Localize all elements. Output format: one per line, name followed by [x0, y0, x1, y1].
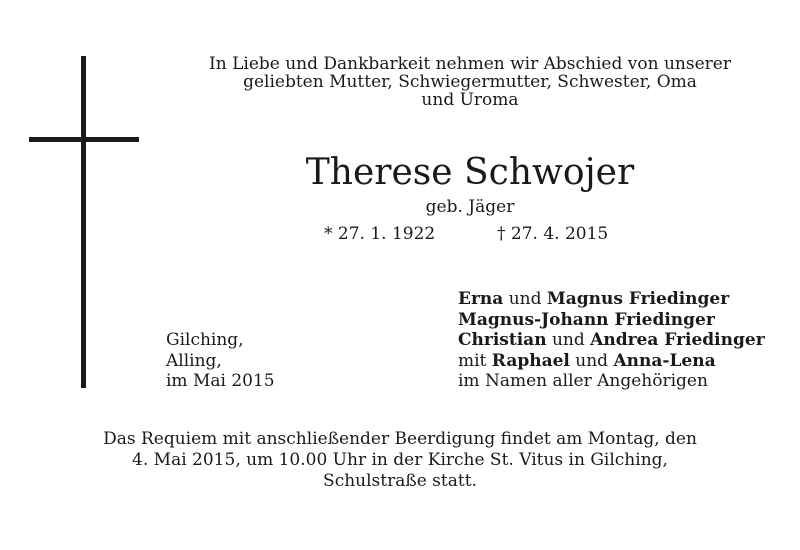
cross-vertical-bar	[81, 56, 86, 388]
mourner-line	[458, 289, 765, 310]
mourner-name: Christian	[458, 330, 547, 350]
death-date: † 27. 4. 2015	[497, 224, 609, 244]
intro-line: In Liebe und Dankbarkeit nehmen wir Abschied von unserer	[209, 54, 731, 74]
mourner-name: Andrea Friedinger	[590, 330, 765, 350]
place-line: Gilching,	[166, 330, 244, 350]
mourner-line	[458, 330, 765, 351]
place-and-date	[166, 330, 275, 392]
mourner-line	[458, 310, 765, 331]
place-line: Alling,	[166, 350, 222, 371]
deceased-name: Therese Schwojer	[305, 152, 635, 193]
mourner-line: im Namen aller Angehörigen	[458, 371, 708, 391]
cross-horizontal-bar	[29, 137, 139, 142]
mourners-list	[458, 289, 765, 392]
mourner-name: Erna	[458, 289, 504, 309]
maiden-name: geb. Jäger	[425, 197, 515, 217]
service-line: 4. Mai 2015, um 10.00 Uhr in der Kirche St. Vitus in Gilching,	[132, 450, 668, 470]
intro-line: geliebten Mutter, Schwiegermutter, Schwester, Oma	[243, 72, 697, 92]
mourner-name: Magnus Friedinger	[546, 289, 730, 309]
place-line: im Mai 2015	[166, 371, 275, 391]
mourner-name: Raphael	[491, 350, 570, 371]
service-details	[60, 429, 740, 492]
service-line: Schulstraße statt.	[323, 471, 477, 491]
connector-text: und	[569, 350, 614, 371]
mourner-name: Magnus-Johann Friedinger	[458, 309, 715, 330]
connector-text: mit	[458, 350, 492, 371]
mourner-name: Anna-Lena	[613, 350, 716, 371]
birth-date: * 27. 1. 1922	[324, 224, 436, 244]
intro-text	[170, 55, 770, 109]
connector-text: und	[503, 289, 547, 309]
mourner-line	[458, 351, 765, 372]
intro-line: und Uroma	[421, 90, 519, 110]
service-line: Das Requiem mit anschließender Beerdigung findet am Montag, den	[103, 429, 697, 449]
connector-text: und	[546, 330, 591, 350]
